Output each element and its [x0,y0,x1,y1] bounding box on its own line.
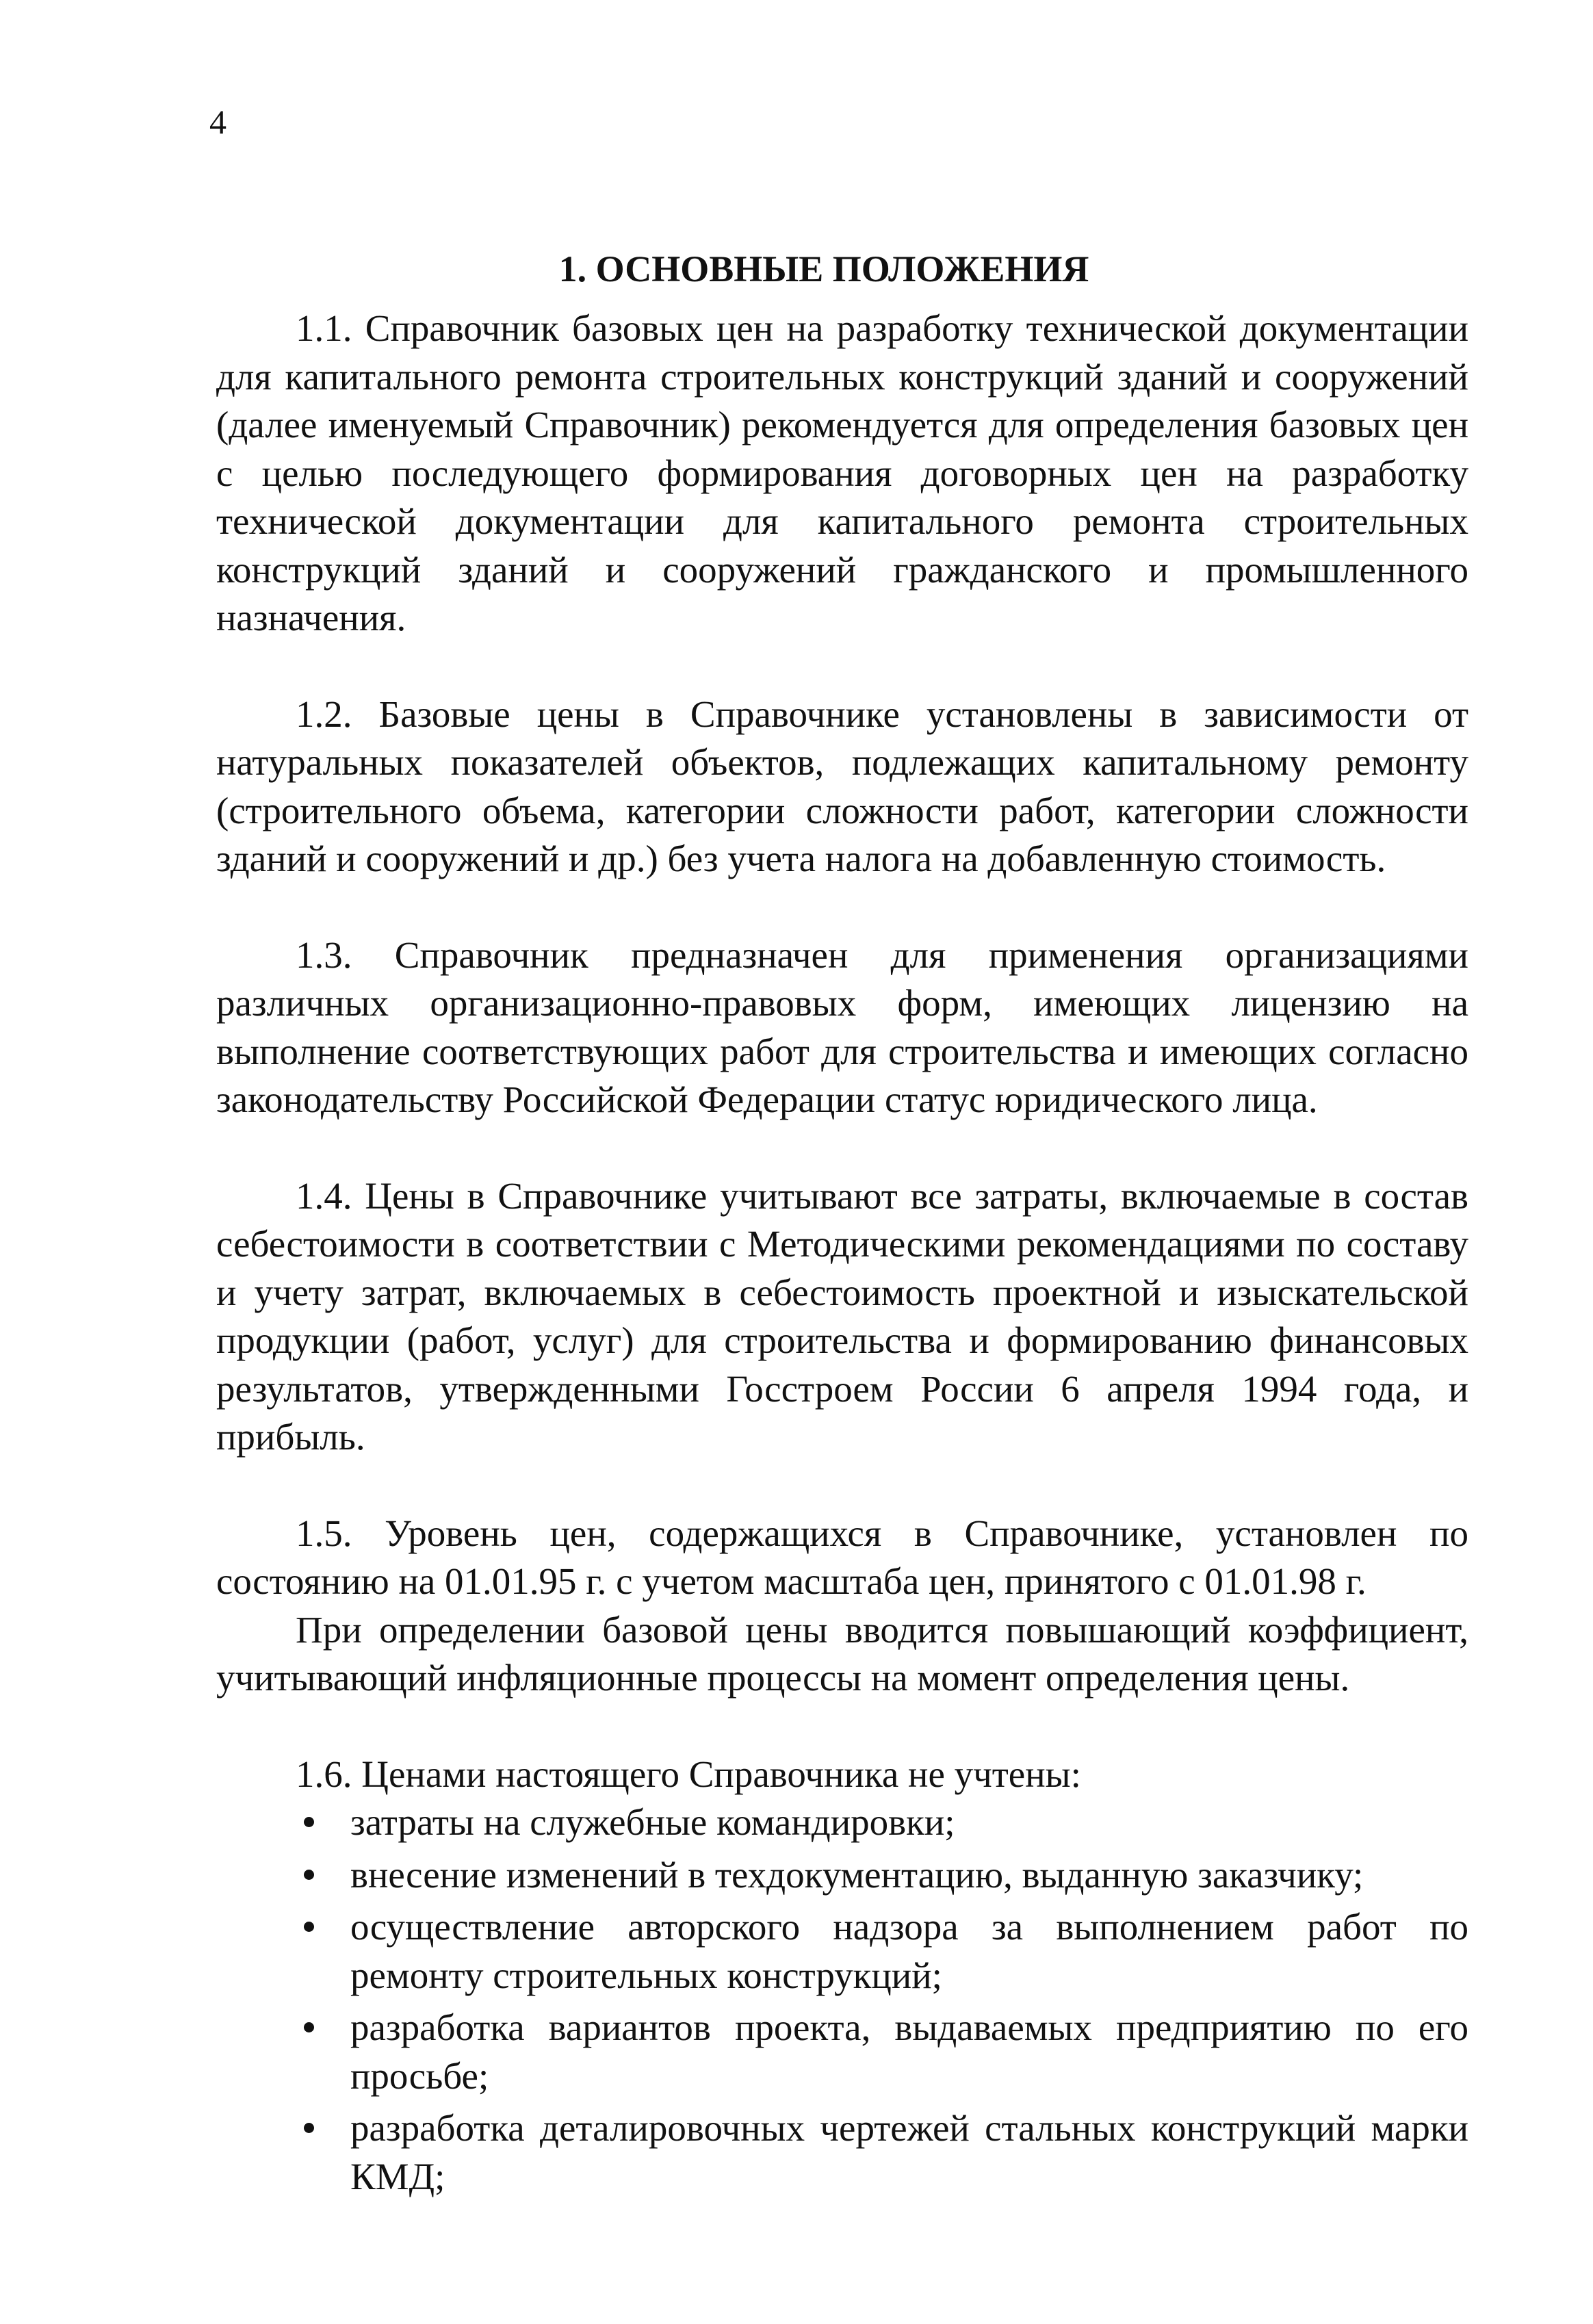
bullet-icon [304,1870,314,1880]
exclusions-list [216,1798,1468,2201]
bullet-icon [304,1922,314,1932]
paragraph-1-2: 1.2. Базовые цены в Справочнике установлены в зависимости от натуральных показателей объектов, подлежащих капитальному ремонту (строительного объема, категории сложности работ, категории сложности зданий и сооружений и др.) без учета налога на добавленную стоимость. [216,693,1468,879]
document-body [216,305,1468,2205]
list-item [216,1798,1468,1847]
paragraph-1-4: 1.4. Цены в Справочнике учитывают все затраты, включаемые в состав себестоимости в соответствии с Методическими рекомендациями по составу и учету затрат, включаемых в себестоимость проектной и изыскательской продукции (работ, услуг) для строительства и формированию финансовых результатов, утвержденными Госстроем России 6 апреля 1994 года, и прибыль. [216,1174,1468,1458]
list-item-text: осуществление авторского надзора за выполнением работ по ремонту строительных конструкций; [350,1906,1468,1996]
bullet-icon [304,2022,314,2032]
list-item [216,2104,1468,2201]
page-number: 4 [209,103,226,141]
list-item [216,1903,1468,2000]
list-item [216,1851,1468,1900]
bullet-icon [304,2123,314,2133]
list-item [216,2004,1468,2100]
paragraph-1-6: 1.6. Ценами настоящего Справочника не учтены: [296,1753,1081,1795]
list-item-text: затраты на служебные командировки; [350,1801,955,1843]
list-item-text: разработка деталировочных чертежей стальных конструкций марки КМД; [350,2107,1468,2197]
paragraph-1-5: 1.5. Уровень цен, содержащихся в Справочнике, установлен по состоянию на 01.01.95 г. с учетом масштаба цен, принятого с 01.01.98 г. [216,1512,1468,1602]
section-title: 1. ОСНОВНЫЕ ПОЛОЖЕНИЯ [558,248,1089,290]
list-item-text: внесение изменений в техдокументацию, выданную заказчику; [350,1853,1364,1896]
paragraph-1-5-continued: При определении базовой цены вводится повышающий коэффициент, учитывающий инфляционные процессы на момент определения цены. [216,1608,1468,1699]
list-item-text: разработка вариантов проекта, выдаваемых предприятию по его просьбе; [350,2006,1468,2097]
bullet-icon [304,1817,314,1827]
paragraph-1-3: 1.3. Справочник предназначен для применения организациями различных организационно-правовых форм, имеющих лицензию на выполнение соответствующих работ для строительства и имеющих согласно законодательству Российской Федерации статус юридического лица. [216,933,1468,1120]
paragraph-1-1: 1.1. Справочник базовых цен на разработку технической документации для капитального ремонта строительных конструкций зданий и сооружений (далее именуемый Справочник) рекомендуется для определения базовых цен с целью последующего формирования договорных цен на разработку технической документации для капитального ремонта строительных конструкций зданий и сооружений гражданского и промышленного назначения. [216,307,1468,638]
